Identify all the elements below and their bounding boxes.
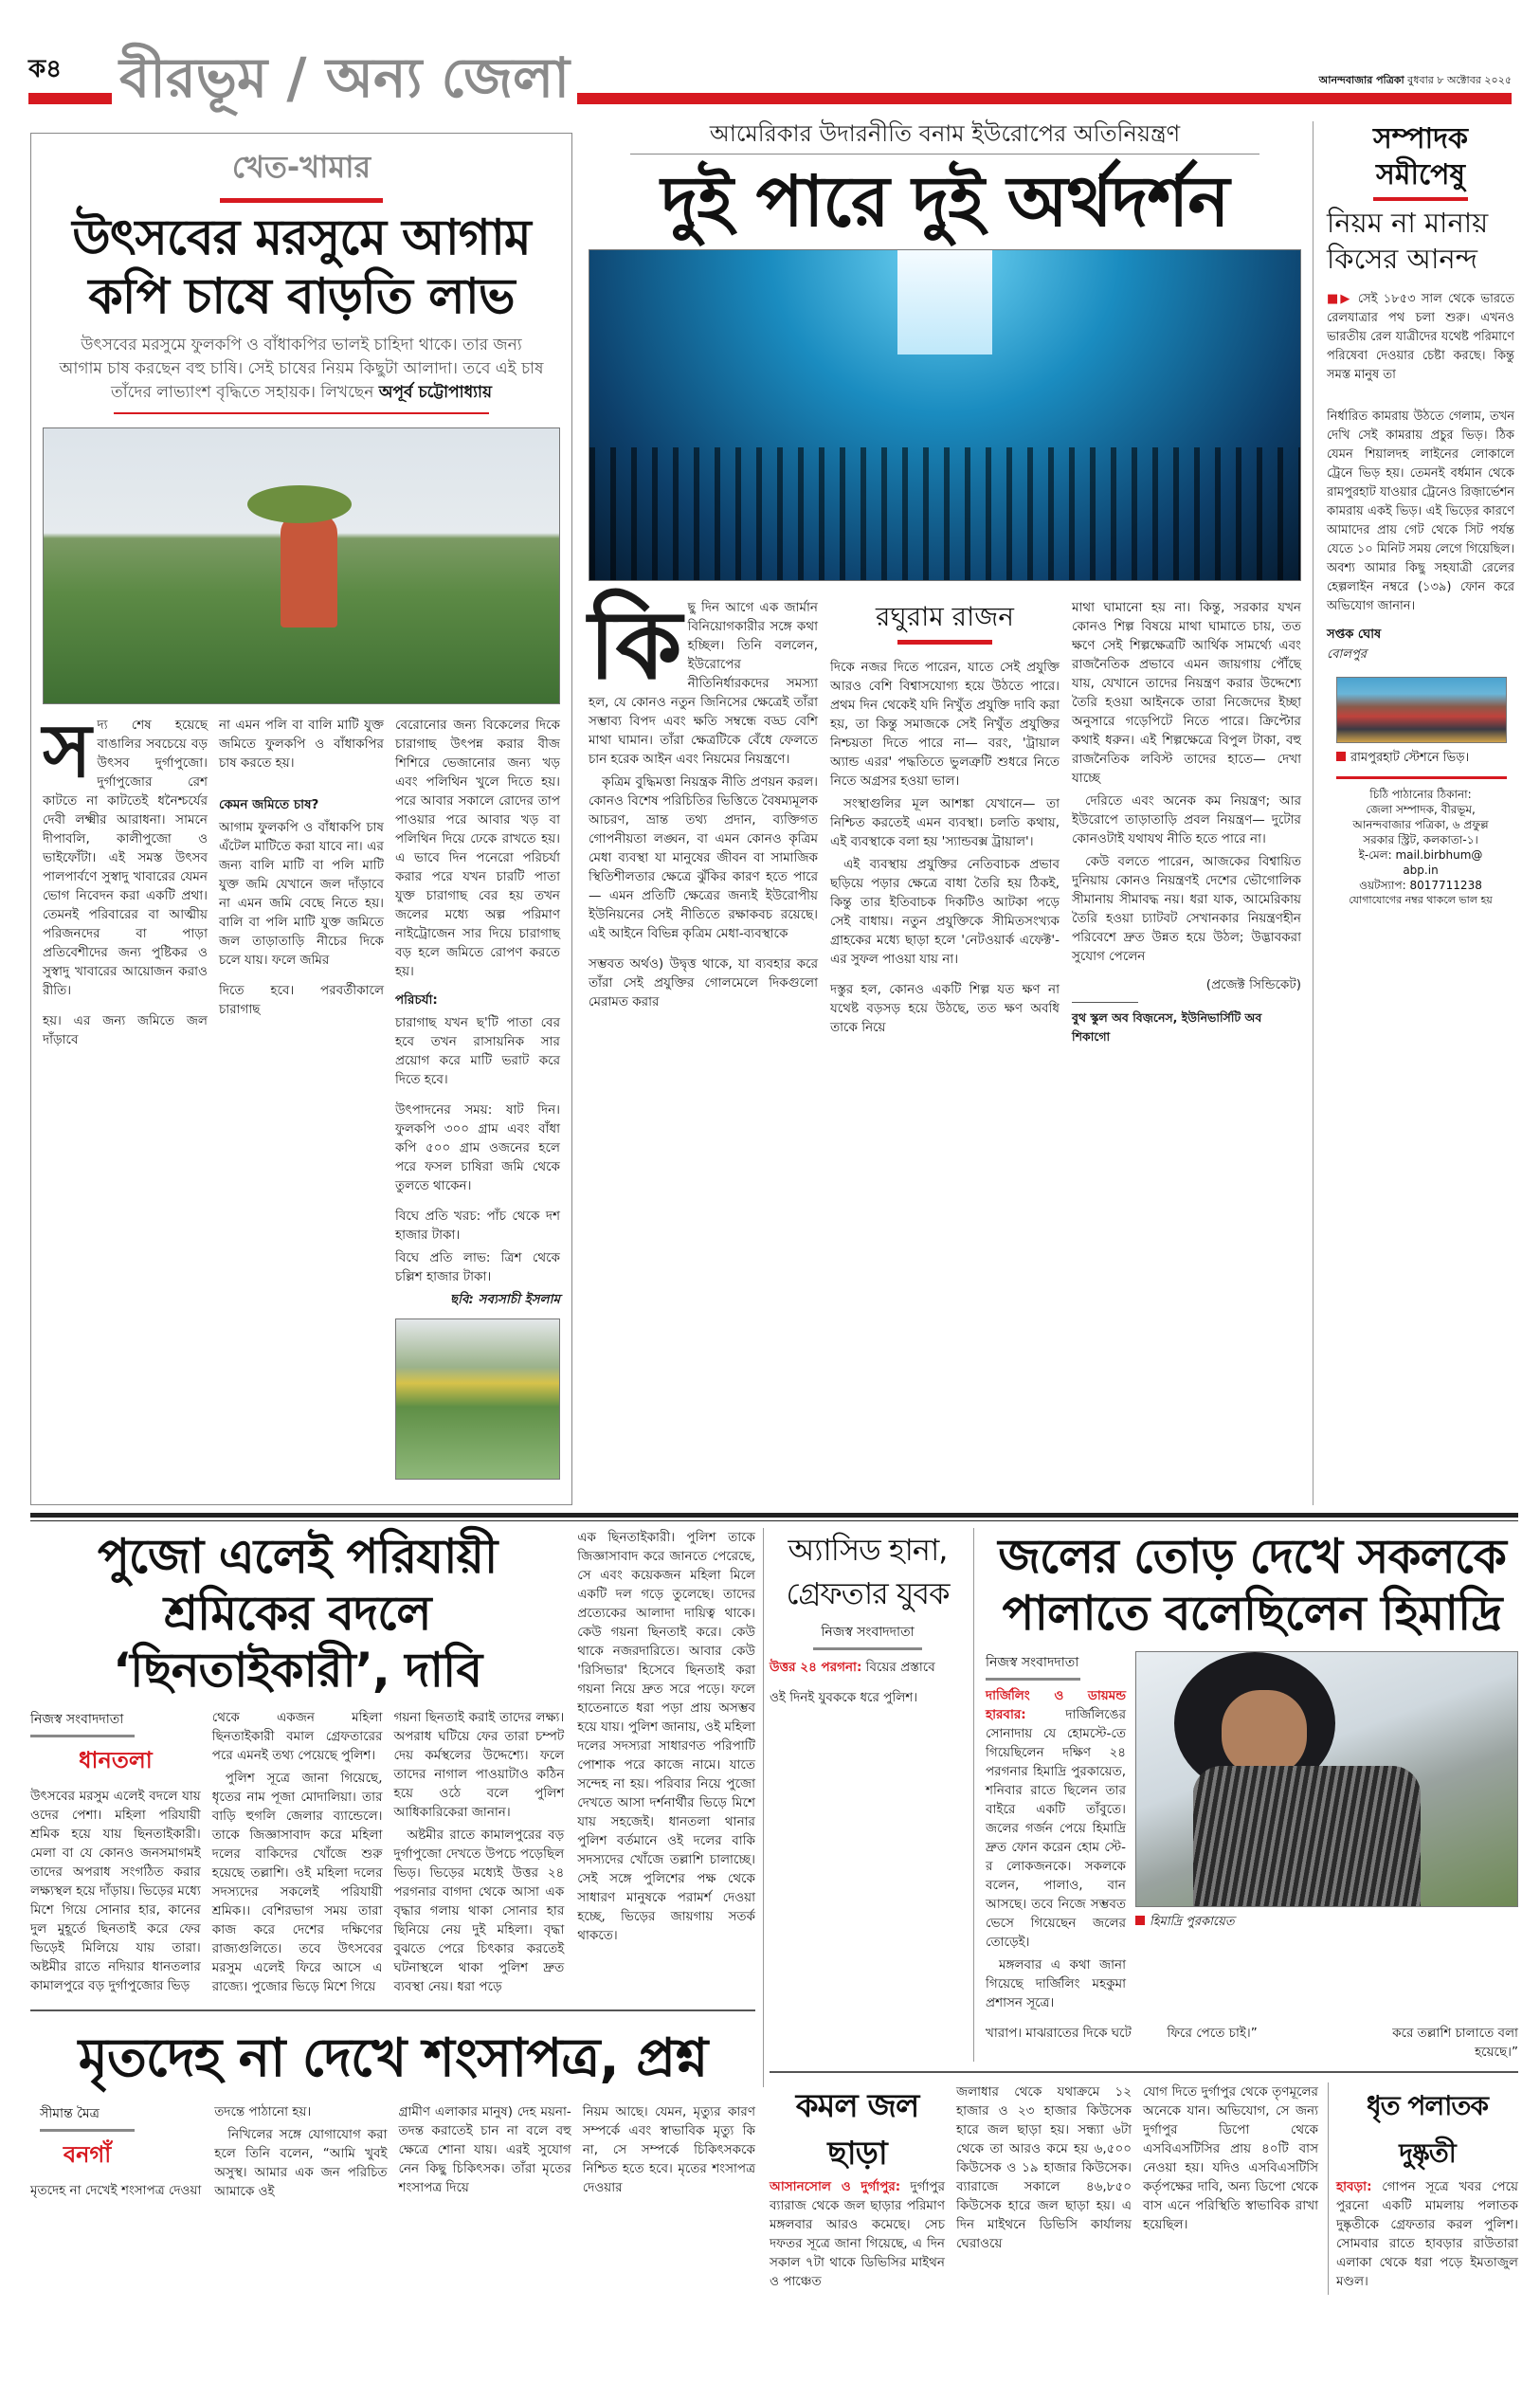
station-crowd-photo [1336,677,1507,743]
kicker-underline [220,198,383,203]
address-rule [1336,776,1507,779]
paragraph: দস্তুর হল, কোনও একটি শিল্প যত ক্ষণ না যথেষ্ট বড়সড় হয়ে উঠছে, তত ক্ষণ অবধি তাকে নিয়ে [830,982,1060,1035]
photo-caption: হিমাদ্রি পুরকায়েত [1135,1913,1518,1933]
dateline: আসানসোল ও দুর্গাপুর: [770,2179,901,2194]
puja-col-3 [394,1708,565,2000]
byline-rule [897,640,992,645]
paragraph: দিকে নজর দিতে পারেন, যাতে সেই প্রযুক্তি আরও বেশি বিশ্বাসযোগ্য হয়ে উঠতে পারে। প্রথম দিন থেকেই যদি নিখুঁত প্রযুক্তি দাবি করা হয়, তা কিন্তু সমাজকে সেই নিখুঁত প্রযুক্তির নিশ্চয়তা দিতে পারে না— বরং, 'ট্রায়াল অ্যান্ড এরর' পদ্ধতিতে ভুলত্রুটি শুধরে নিতে নিতে অগ্রসর হওয়া ভাল। [830,660,1060,789]
acid-byline: নিজস্ব সংবাদদাতা [821,1625,915,1640]
letters-rule [1373,197,1468,201]
paragraph: ওই দিনই যুবককে ধরে পুলিশ। [770,1690,918,1705]
econ-col-3 [1072,598,1301,1046]
econ-headline: দুই পারে দুই অর্থদর্শন [661,161,1229,243]
paragraph: গয়না ছিনতাই করাই তাদের লক্ষ্য। অপরাধ ঘটিয়ে ফের তারা চম্পট দেয় কর্মস্থলের উদ্দেশ্যে। ফলে তাদের নাগাল পাওয়াটাও কঠিন হয়ে ওঠে বলে পুলিশ আধিকারিকেরা জানান। [393,1710,565,1820]
subhead: কেমন জমিতে চাষ? [219,797,319,812]
paragraph: কৃত্রিম বুদ্ধিমত্তা নিয়ন্ত্রক নীতি প্রণয়ন করল। কোনও বিশেষ পরিচিতির ভিত্তিতে বৈষম্যমূলক আচরণ, ভ্রান্ত তথ্য প্রদান, ব্যক্তিগত গোপনীয়তা লঙ্ঘন, বা এমন কোনও কৃত্রিম মেধা ব্যবস্থা যা মানুষের জীবন বা সামাজিক স্থিতিশীলতার ক্ষেত্রে ঝুঁকির কারণ হতে পারে— এমন প্রতিটি ক্ষেত্রের জন্যই ইউরোপীয় ইউনিয়নের সেই নীতিতে রক্ষাকবচ রয়েছে। এই আইনে বিভিন্ন কৃত্রিম মেধা-ব্যবস্থাকে [589,774,818,941]
paragraph: মৃতদেহ না দেখেই শংসাপত্র দেওয়া [30,2183,202,2198]
paper-name: আনন্দবাজার পত্রিকা [1318,74,1404,86]
page-number: ক৪ [28,55,63,83]
paragraph: তদন্তে পাঠানো হয়। [214,2104,312,2119]
econ-col-1 [589,590,818,1015]
bottom-left [30,1528,755,2205]
deck-rule [114,412,489,414]
farm-col-2 [219,716,384,1023]
paragraph: পুলিশ সূত্রে জানা গিয়েছে, ধৃতের নাম পূজা মোদালিয়া। তার বাড়ি হুগলি জেলার ব্যান্ডেলে। তাকে জিজ্ঞাসাবাদ করে মহিলা দলের বাকিদের খোঁজে শুরু হয়েছে তল্লাশি। ওই মহিলা দলের সদস্যদের সকলেই পরিযায়ী শ্রমিক।। বেশিরভাগ সময় তারা কাজ করে দেশের দক্ষিণের রাজ্যগুলিতে। তবে উৎসবের মরসুম এলেই ফিরে আসে এ রাজ্যে। পুজোর ভিড়ে মিশে গিয়ে [211,1771,383,1994]
econ-kicker: আমেরিকার উদারনীতি বনাম ইউরোপের অতিনিয়ন্ত্রণ [709,120,1181,147]
dhrito-body [1336,2177,1518,2291]
section-divider [30,1513,1518,1518]
farm-col-1 [43,709,208,1053]
kamal-col-3 [1143,2082,1318,2238]
kamal-col-2 [956,2082,1132,2257]
drop-cap: স [43,709,92,794]
death-dateline: বনগাঁ [63,2141,112,2168]
pen-icon: ■▶ [1327,292,1352,306]
photo-caption: রামপুরহাট স্টেশনে ভিড়। [1336,749,1520,769]
section-divider-thin [30,1520,1518,1521]
himadri-col-1 [986,1686,1126,2012]
author-note: বুথ স্কুল অব বিজ়নেস, ইউনিভার্সিটি অব শিকাগো [1072,1010,1262,1044]
letters-title-1: সম্পাদক [1372,122,1469,155]
death-col-2 [214,2102,387,2205]
source: (প্রজেক্ট সিন্ডিকেট) [1205,977,1301,992]
address-line: সরকার স্ট্রিট, কলকাতা-১। [1363,833,1478,846]
paragraph: বেরোনোর জন্য বিকেলের দিকে চারাগাছ উৎপন্ন করার বীজ শিশিরে ভেজানোর জন্য খড় এবং পলিথিন খুলে দিতে হয়। পরে আবার সকালে রোদের তাপ পাওয়ার পরে আবার খড় বা পলিথিন দিয়ে ঢেকে রাখতে হয়। এ ভাবে দিন পনেরো পরিচর্যা করার পরে যখন চারটি পাতা যুক্ত চারাগাছ বের হয় তখন জলের মধ্যে অল্প পরিমাণ নাইট্রোজেন সার দিয়ে চারাগাছ বড় হলে জমিতে রোপণ করতে হয়। [395,718,560,979]
death-col-3 [399,2102,571,2201]
author: অপূর্ব চট্টোপাধ্যায় [378,383,492,402]
himadri-tail-2: ফিরে পেতে চাই।” [1167,2026,1258,2041]
kamal-col-1 [770,2177,945,2291]
paragraph: মাথা ঘামানো হয় না। কিন্তু, সরকার যখন কোনও শিল্প বিষয়ে মাথা ঘামাতে চায়, তত ক্ষণে সেই শিল্পক্ষেত্রটি আর্থিক সামর্থ্যে এবং রাজনৈতিক প্রভাবে এমন জায়গায় পৌঁছে যায়, যেখানে তাদের নিয়ন্ত্রণ করার উদ্দেশ্যে তৈরি হওয়া আইনকে তারা নিজেদের ইচ্ছা অনুসারে গড়েপিটে নিতে পারে। ক্রিপ্টোর কথাই ধরুন। এই শিল্পক্ষেত্রে বিপুল টাকা, বহু রাজনৈতিক লবিস্ট তাদের হাতে— দেখা যাচ্ছে [1072,600,1301,786]
section-rule [30,2009,755,2011]
letters-title-2: সমীপেষু [1375,158,1466,191]
econ-col-2-wrap [830,598,1060,1041]
puja-byline: নিজস্ব সংবাদদাতা [30,1712,124,1727]
bottom-right [770,1528,1518,2295]
himadri-photo [1135,1651,1518,1907]
deck-text: উৎসবের মরসুমে ফুলকপি ও বাঁধাকপির ভালই চাহিদা থাকে। তার জন্য আগাম চাষ করছেন বহু চাষি। সেই চাষের নিয়ম কিছুটা আলাদা। তবে এই চাষ তাঁদের লাভ্যাংশ বৃদ্ধিতে সহায়ক। লিখছেন [59,336,544,402]
himadri-tail-3: করে তল্লাশি চালাতে বলা হয়েছে।” [1392,2026,1518,2060]
letter-headline: নিয়ম না মানায় কিসের আনন্দ [1327,207,1489,275]
paragraph: উৎপাদনের সময়: ষাট দিন। ফুলকপি ৩০০ গ্রাম এবং বাঁধা কপি ৫০০ গ্রাম ওজনের হলে পরে ফসল চাষিরা জমি থেকে তুলতে থাকেন। [395,1102,560,1193]
issue-date: বুধবার ৮ অক্টোবর ২০২৫ [1407,74,1512,86]
kamal-headline: কমল জল ছাড়া [795,2087,919,2173]
death-col-4 [583,2102,755,2201]
dateline-header [1319,72,1512,90]
acid-story [770,1528,974,2062]
farm-deck [58,334,545,405]
paragraph: আগাম ফুলকপি ও বাঁধাকপি চাষ এঁটেল মাটিতে করা যাবে না। এর জন্য বালি মাটি বা পলি মাটি যুক্ত জমি যেখানে জল দাঁড়াবে না এমন জমি বেছে নিতে হয়। বালি বা পলি মাটি যুক্ত জমিতে জল তাড়াতাড়ি নীচের দিকে চলে যায়। ফলে জমির [219,820,384,968]
section-title: বীরভূম / অন্য জেলা [112,36,577,128]
email-link[interactable]: ই-মেল: mail.birbhum@ [1358,848,1483,862]
puja-headline: পুজো এলেই পরিযায়ী শ্রমিকের বদলে ‘ছিনতাইকারী’, দাবি [97,1529,498,1698]
death-byline: সীমান্ত মৈত্র [40,2106,100,2121]
acid-body [770,1658,966,1707]
paragraph: দেরিতে এবং অনেক কম নিয়ন্ত্রণ; আর ইউরোপে তাড়াতাড়ি প্রবল নিয়ন্ত্রণ— দুটোর কোনওটাই যথাযথ নীতি হতে পারে না। [1072,793,1301,846]
paragraph: দিতে হবে। পরবর্তীকালে চারাগাছ [219,983,384,1017]
letters-column [1321,121,1520,908]
himadri-story [974,1528,1518,2062]
puja-col-4 [577,1528,755,1949]
paragraph: হয়। এর জন্য জমিতে জল দাঁড়াবে [43,1013,208,1047]
paragraph: সেই ১৮৫৩ সাল থেকে ভারতে রেলযাত্রার পথ চলা শুরু। এখনও ভারতীয় রেল যাত্রীদের যথেষ্ট পরিমাণে পরিষেবা দেওয়ার চেষ্টা করছে। কিন্তু সমস্ত মানুষ তা [1327,292,1514,382]
dateline: উত্তর ২৪ পরগনা: [770,1660,862,1675]
paragraph: নিয়ম আছে। যেমন, মৃত্যুর কারণ সম্পর্কে এবং স্বাভাবিক মৃত্যু কি না, সে সম্পর্কে চিকিৎসককে নিশ্চিত হতে হবে। মৃতের শংসাপত্র দেওয়ার [582,2104,755,2195]
paragraph: দ্য শেষ হয়েছে বাঙালির সবচেয়ে বড় উৎসব দুর্গাপুজো। দুর্গাপুজোর রেশ কাটতে না কাটতেই ধনৈশ্চর্যের দেবী লক্ষ্মীর আরাধনা। সামনে দীপাবলি, কালীপুজো ও ভাইফোঁটা। এই সমস্ত উৎসব পালপার্বণে সুস্বাদু খাবারের যেমন ভোগ নিবেদন করা একটি প্রথা। তেমনই পরিবারের বা আত্মীয় পরিজনদের বা পাড়া প্রতিবেশীদের জন্য পুষ্টিকর ও সুস্বাদু খাবারের আয়োজন করাও রীতি। [43,718,208,998]
address-line: চিঠি পাঠানোর ঠিকানা: [1369,788,1472,801]
death-col-1 [30,2181,203,2200]
farm-article [30,133,572,1505]
paragraph: বিয়ের প্রস্তাবে [865,1660,935,1675]
paragraph: মঙ্গলবার এ কথা জানা গিয়েছে দার্জিলিং মহকুমা প্রশাসন সূত্রে। [986,1957,1126,2010]
field-photo-2 [395,1318,560,1480]
cabbage-field-photo [43,427,560,704]
death-headline: মৃতদেহ না দেখে শংসাপত্র, প্রশ্ন [78,2027,708,2089]
drop-cap: কি [589,590,682,700]
himadri-byline: নিজস্ব সংবাদদাতা [986,1655,1079,1670]
paragraph: জলাধার থেকে যথাক্রমে ১২ হাজার ও ২৩ হাজার কিউসেক হারে জল ছাড়া হয়। সন্ধ্যা ৬টা থেকে তা আরও কমে হয় ৬,৫০০ কিউসেক ও ১৯ হাজার কিউসেক। ব্যারাজে সকালে ৪৬,৮৫০ কিউসেক হারে জল ছাড়া হয়। এ দিন মাইথনে ডিভিসি কার্যালয় ঘেরাওয়ে [956,2084,1132,2251]
paragraph: না এমন পলি বা বালি মাটি যুক্ত জমিতে ফুলকপি ও বাঁধাকপির চাষ করতে হয়। [219,718,384,771]
section-rule [770,2071,1518,2073]
paragraph: গোপন সূত্রে খবর পেয়ে পুরনো একটি মামলায় পলাতক দুষ্কৃতীকে গ্রেফতার করল পুলিশ। সোমবার রাতে হাবড়ার রাউতারা এলাকা থেকে ধরা পড়ে ইমতাজুল মণ্ডল। [1336,2179,1519,2289]
whatsapp-number: ওয়টস্যাপ: 8017711238 [1359,879,1482,892]
paragraph: বিঘে প্রতি লাভ: ত্রিশ থেকে চল্লিশ হাজার টাকা। [395,1250,560,1284]
dhrito-headline: ধৃত পলাতক দুষ্কৃতী [1366,2090,1489,2169]
paragraph: নিখিলের সঙ্গে যোগাযোগ করা হলে তিনি বলেন, “আমি খুবই অসুস্থ। আমার এক জন পরিচিত আমাকে ওই [214,2127,388,2199]
paragraph: সংস্থাগুলির মূল আশঙ্কা যেখানে— তা নিশ্চিত করতেই এমন ব্যবস্থা। চলতি কথায়, এই ব্যবস্থাকে বলা হয় 'স্যান্ডবক্স ট্রায়াল'। [830,796,1060,849]
himadri-headline: জলের তোড় দেখে সকলকে পালাতে বলেছিলেন হিমাদ্রি [998,1529,1506,1641]
himadri-tail-1: খারাপ। মাঝরাতের দিকে ঘটে [986,2026,1132,2041]
puja-col-1 [30,1787,201,1995]
byline-rule [30,1735,135,1737]
paragraph: যোগ দিতে দুর্গাপুর থেকে তৃণমূলের অনেকে যান। অভিযোগ, সে জন্য দুর্গাপুর ডিপো থেকে এসবিএসটিসির প্রায় ৪০টি বাস নেওয়া হয়। যদিও এসবিএসটিসি কর্তৃপক্ষের দাবি, অন্য ডিপো থেকে বাস এনে পরিস্থিতি স্বাভাবিক রাখা হয়েছিল। [1143,2084,1318,2232]
dateline: হাবড়া: [1336,2179,1372,2194]
paragraph: থেকে একজন মহিলা ছিনতাইকারী বমাল গ্রেফতারের পরে এমনই তথ্য পেয়েছে পুলিশ। [211,1710,383,1763]
farm-col-3 [395,716,560,1480]
crowd-illustration-photo [589,249,1301,581]
byline: রঘুরাম রাজন [876,601,1014,632]
letters-title [1321,121,1520,193]
paragraph: অষ্টমীর রাতে কামালপুরের বড় দুর্গাপুজো দেখতে উপচে পড়েছিল ভিড়। ভিড়ের মধ্যেই উত্তর ২৪ পরগনার বাগদা থেকে আসা এক বৃদ্ধার গলায় থাকা সোনার হার ছিনিয়ে নেয় দুই মহিলা। বৃদ্ধা বুঝতে পেরে চিৎকার করতেই ঘটনাস্থলে থাকা পুলিশ দ্রুত ব্যবস্থা নেয়। ধরা পড়ে [393,1827,565,1994]
letter-place: বোলপুর [1327,647,1367,662]
paragraph: দার্জিলিঙের সোনাদায় যে হোমস্টে-তে গিয়েছিলেন দক্ষিণ ২৪ পরগনার হিমাদ্রি পুরকায়েত, শনিবার রাতে ছিলেন তার বাইরে একটি তাঁবুতে। জলের গর্জন পেয়ে হিমাদ্রি দ্রুত ফোন করেন হোম স্টে-র লোকজনকে। সকলকে বলেন, পালাও, বান আসছে। তবে নিজে সম্ভবত ভেসে গিয়েছেন জলের তোড়েই। [986,1707,1126,1950]
letter-signature: সপ্তক ঘোষ [1327,627,1382,642]
paragraph: সম্ভবত অর্থও) উদ্বৃত্ত থাকে, যা ব্যবহার করে তাঁরা সেই প্রযুক্তির গোলমেলে দিকগুলো মেরামত করার [589,956,818,1009]
farm-headline: উৎসবের মরসুমে আগাম কপি চাষে বাড়তি লাভ [72,209,531,325]
column-rule [763,1528,764,2087]
puja-dateline: ধানতলা [79,1747,153,1773]
acid-headline: অ্যাসিড হানা, গ্রেফতার যুবক [786,1532,950,1611]
address-note: যোগাযোগের নম্বর থাকলে ভাল হয় [1349,894,1493,906]
paragraph: এক ছিনতাইকারী। পুলিশ তাকে জিজ্ঞাসাবাদ করে জানতে পেরেছে, সে এবং কয়েকজন মহিলা মিলে একটি দল গড়ে তুলেছে। তাদের প্রত্যেকের আলাদা দায়িত্ব থাকে। কেউ গয়না ছিনতাই করে। কেউ থাকে নজরদারিতে। আবার কেউ 'রিসিভার' হিসেবে ছিনতাই করা গয়না নিয়ে দ্রুত সরে পড়ে। ফলে হাতেনাতে ধরা পড়া প্রায় অসম্ভব হয়ে যায়। পুলিশ জানায়, ওই মহিলা দলের সদস্যরা সাধারণত পরিপাটি পোশাক পরে কাজে নামে। যাতে সন্দেহ না হয়। পরিবার নিয়ে পুজো দেখতে আসা দর্শনার্থীর ভিড়ে মিশে যায় সহজেই। ধানতলা থানার পুলিশ বর্তমানে ওই দলের বাকি সদস্যদের খোঁজে তল্লাশি চালাচ্ছে। সেই সঙ্গে পুলিশের পক্ষ থেকে সাধারণ মানুষকে পরামর্শ দেওয়া হচ্ছে, ভিড়ের জায়গায় সতর্ক থাকতে। [577,1530,755,1943]
photo-credit: ছবি: সব্যসাচী ইসলাম [449,1292,560,1307]
address-line: আনন্দবাজার পত্রিকা, ৬ প্রফুল্ল [1352,818,1489,831]
paragraph: বিঘে প্রতি খরচ: পাঁচ থেকে দশ হাজার টাকা। [395,1209,560,1243]
paragraph: এই ব্যবস্থায় প্রযুক্তির নেতিবাচক প্রভাব ছড়িয়ে পড়ার ক্ষেত্রে বাধা তৈরি হয় ঠিকই, কিন্তু তার ইতিবাচক দিকটিও আটকা পড়ে সেই বাধায়। নতুন প্রযুক্তিকে সীমিতসংখ্যক গ্রাহকের মধ্যে ছাড়া হলে 'নেটওয়ার্ক এফেক্ট'-এর সুফল পাওয়া যায় না। [830,857,1060,967]
subhead: পরিচর্যা: [395,992,438,1008]
letter-body [1321,290,1520,616]
address-line: জেলা সম্পাদক, বীরভূম, [1366,803,1476,816]
econ-article [589,118,1301,1046]
paragraph: উৎসবের মরসুম এলেই বদলে যায় ওদের পেশা। মহিলা পরিযায়ী শ্রমিক হয়ে যায় ছিনতাইকারী। মেলা বা যে কোনও জনসমাগমই তাদের অপরাধ সংগঠিত করার লক্ষ্যস্থল হয়ে দাঁড়ায়। ভিড়ের মধ্যে মিশে গিয়ে সোনার হার, কানের দুল মুহূর্তে ছিনতাই করে ফের ভিড়েই মিলিয়ে যায় তারা। অষ্টমীর রাতে নদিয়ার ধানতলার কামালপুরে বড় দুর্গাপুজোর ভিড় [30,1789,201,1993]
byline-rule [813,1647,922,1650]
paragraph: চারাগাছ যখন ছ'টি পাতা বের হবে তখন রাসায়নিক সার প্রয়োগ করে মাটি ভরাট করে দিতে হবে। [395,1015,560,1087]
econ-col-2 [830,658,1060,1037]
email-link[interactable]: abp.in [1403,864,1439,877]
paragraph: নির্ধারিত কামরায় উঠতে গেলাম, তখন দেখি সেই কামরায় প্রচুর ভিড়। ঠিক যেমন শিয়ালদহ লাইনের লোকালে ট্রেনে ভিড় হয়। তেমনই বর্ধমান থেকে রামপুরহাট যাওয়ার ট্রেনেও রিজ়ার্ভেশন কামরায় একই ভিড়। এই ভিড়ের কারণে আমাদের প্রায় গেট থেকে সিট পর্যন্ত যেতে ১০ মিনিট সময় লেগে গিয়েছিল। অবশ্য আমার কিছু সহযাত্রী রেলের হেল্পলাইন নম্বরে (১৩৯) ফোন করে অভিযোগ জানান। [1327,409,1515,613]
paragraph: কেউ বলতে পারেন, আজকের বিশ্বায়িত দুনিয়ায় কোনও নিয়ন্ত্রণই দেশের ভৌগোলিক সীমানায় সীমাবদ্ধ নয়। ধরা যাক, আমেরিকায় তৈরি হওয়া চ্যাটবট সেখানকার নিয়ন্ত্রণহীন পরিবেশে দ্রুত উন্নত হয়ে উঠল; উদ্ভাবকরা সুযোগ পেলেন [1072,854,1301,964]
column-rule [1313,121,1314,1505]
paragraph: গ্রামীণ এলাকার মানুষ) দেহ ময়না-তদন্ত করাতেই চান না বলে বহু ক্ষেত্রে শোনা যায়। এরই সুযোগ নেন কিছু চিকিৎসক। তাঁরা মৃতের শংসাপত্র দিয়ে [398,2104,571,2195]
dateline: দার্জিলিং ও ডায়মন্ড হারবার: [986,1688,1126,1722]
paragraph: ছু দিন আগে এক জার্মান বিনিয়োগকারীর সঙ্গে কথা হচ্ছিল। তিনি বললেন, ইউরোপের নীতিনির্ধারকদের সমস্যা হল, যে কোনও নতুন জিনিসের ক্ষেত্রেই তাঁরা সম্ভাব্য বিপদ এবং ক্ষতি সম্বন্ধে বড্ড বেশি মাথা ঘামান। তাঁরা ক্ষেত্রটিকে বেঁধে ফেলতে চান হরেক আইন এবং নিয়মের নিয়ন্ত্রণে। [589,600,818,767]
byline-rule [986,1678,1080,1681]
paragraph: দুর্গাপুর ব্যারাজ থেকে জল ছাড়ার পরিমাণ মঙ্গলবার আরও কমেছে। সেচ দফতর সূত্রে জানা গিয়েছে, এ দিন সকাল ৭টা থাকে ডিভিসির মাইথন ও পাঞ্চেত [770,2179,945,2289]
byline-rule [40,2129,135,2132]
author-rule [1072,1002,1138,1003]
letters-address [1321,787,1520,908]
puja-col-2 [212,1708,383,2000]
farm-kicker: খেত-খামার [231,149,371,185]
